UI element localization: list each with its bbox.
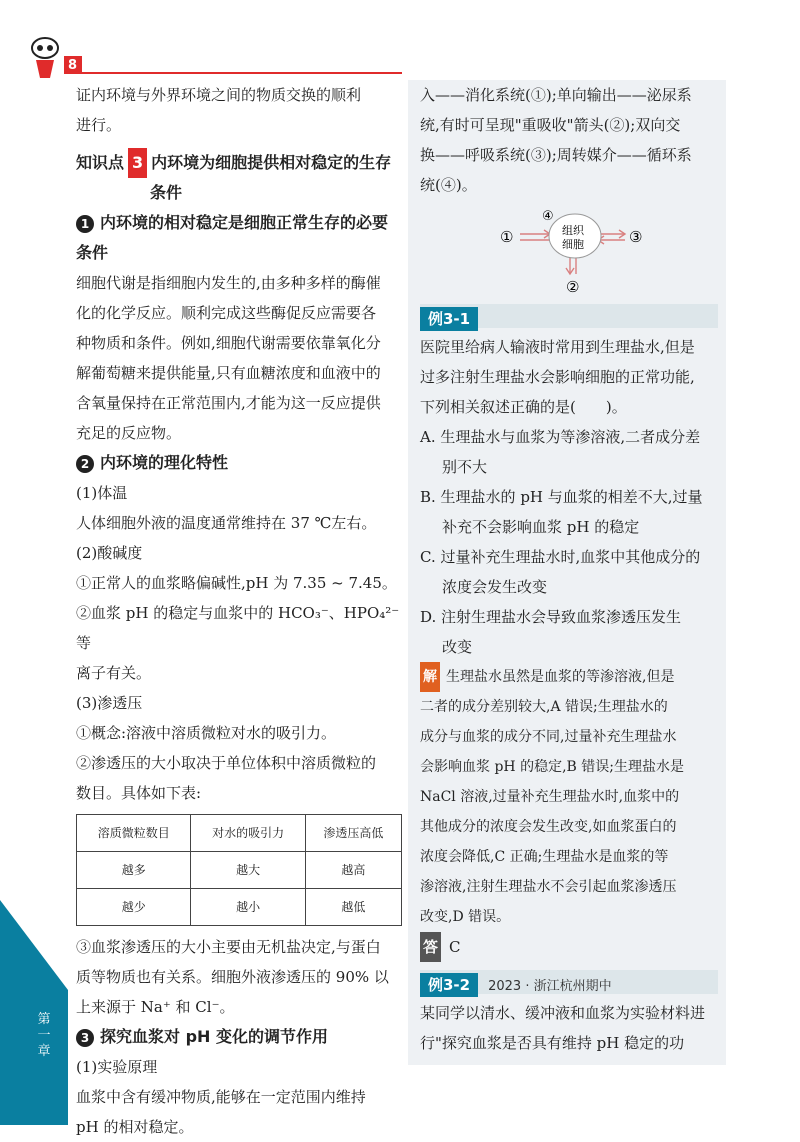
body-line: 解葡萄糖来提供能量,只有血糖浓度和血液中的 [76, 364, 381, 382]
solution-text: 生理盐水虽然是血浆的等渗溶液,但是 [446, 669, 675, 685]
header-rule [82, 72, 402, 74]
diagram-center-line2: 细胞 [562, 238, 584, 251]
section3-heading [76, 1022, 402, 1052]
body-line: 统,有时可呈现"重吸收"箭头(②);双向交 [420, 116, 681, 134]
example-source: 2023 · 浙江杭州期中 [488, 979, 612, 994]
solution-line: 会影响血浆 pH 的稳定,B 错误;生理盐水是 [420, 759, 684, 775]
subheading-osmotic: (3)渗透压 [76, 694, 143, 712]
solution-line [420, 662, 718, 692]
section1-heading [76, 208, 402, 238]
option-c: C. 过量补充生理盐水时,血浆中其他成分的 [420, 548, 701, 566]
question-line: 行"探究血浆是否具有维持 pH 稳定的功 [420, 1034, 685, 1052]
table-cell: 越高 [305, 852, 401, 889]
question-line: 过多注射生理盐水会影响细胞的正常功能, [420, 368, 695, 386]
example-label: 例3-1 [420, 307, 478, 331]
body-line: ①概念:溶液中溶质微粒对水的吸引力。 [76, 724, 337, 742]
table-row [77, 852, 402, 889]
kp-label: 知识点 [76, 153, 125, 172]
section1-title: 内环境的相对稳定是细胞正常生存的必要 [100, 213, 389, 232]
section1-title-cont: 条件 [76, 243, 109, 262]
table-header-row [77, 815, 402, 852]
section2-number: 2 [76, 455, 94, 473]
body-line: 数目。具体如下表: [76, 784, 202, 802]
option-a-cont: 别不大 [442, 458, 488, 476]
mascot-icon [28, 36, 62, 80]
body-line: 上来源于 Na⁺ 和 Cl⁻。 [76, 998, 235, 1016]
diagram-node-2: ② [566, 278, 580, 296]
body-line: 血浆中含有缓冲物质,能够在一定范围内维持 [76, 1088, 366, 1106]
answer-label: 答 [420, 932, 441, 962]
table-header: 渗透压高低 [305, 815, 401, 852]
body-line: 充足的反应物。 [76, 424, 182, 442]
table-cell: 越大 [191, 852, 305, 889]
table-cell: 越低 [305, 889, 401, 926]
right-column [420, 80, 718, 1058]
solution-line: 改变,D 错误。 [420, 909, 511, 925]
option-d-cont: 改变 [442, 638, 473, 656]
section2-heading [76, 448, 402, 478]
table-row [77, 889, 402, 926]
section1-number: 1 [76, 215, 94, 233]
example-bar [420, 304, 718, 328]
question-line: 下列相关叙述正确的是( )。 [420, 398, 627, 416]
diagram-node-3: ③ [629, 228, 643, 246]
solution-label: 解 [420, 662, 440, 692]
body-line: ①正常人的血浆略偏碱性,pH 为 7.35 ~ 7.45。 [76, 574, 397, 592]
page-number: 8 [68, 58, 78, 73]
body-line: 换——呼吸系统(③);周转媒介——循环系 [420, 146, 692, 164]
option-a: A. 生理盐水与血浆为等渗溶液,二者成分差 [420, 428, 701, 446]
body-line: 离子有关。 [76, 664, 152, 682]
diagram-node-1: ① [500, 228, 514, 246]
knowledge-point-heading [76, 148, 402, 178]
solution-line: 其他成分的浓度会发生改变,如血浆蛋白的 [420, 819, 677, 835]
body-line: 化的化学反应。顺利完成这些酶促反应需要各 [76, 304, 377, 322]
section3-title: 探究血浆对 pH 变化的调节作用 [100, 1027, 328, 1046]
option-b: B. 生理盐水的 pH 与血浆的相差不大,过量 [420, 488, 703, 506]
solution-line: 渗溶液,注射生理盐水不会引起血浆渗透压 [420, 879, 677, 895]
body-line: 统(④)。 [420, 176, 477, 194]
chapter-label: 第一章 [37, 1012, 51, 1059]
answer-value: C [449, 938, 461, 956]
table-header: 溶质微粒数目 [77, 815, 191, 852]
intro-line: 进行。 [76, 116, 122, 134]
diagram-center-line1: 组织 [562, 224, 584, 237]
diagram-node-4: ④ [542, 209, 554, 224]
option-d: D. 注射生理盐水会导致血浆渗透压发生 [420, 608, 682, 626]
table-cell: 越小 [191, 889, 305, 926]
section3-number: 3 [76, 1029, 94, 1047]
body-line: ③血浆渗透压的大小主要由无机盐决定,与蛋白 [76, 938, 381, 956]
intro-line: 证内环境与外界环境之间的物质交换的顺利 [76, 86, 362, 104]
question-line: 医院里给病人输液时常用到生理盐水,但是 [420, 338, 695, 356]
table-cell: 越多 [77, 852, 191, 889]
body-line: 质等物质也有关系。细胞外液渗透压的 90% 以 [76, 968, 389, 986]
exchange-diagram [420, 206, 718, 296]
table-header: 对水的吸引力 [191, 815, 305, 852]
body-line: ②渗透压的大小取决于单位体积中溶质微粒的 [76, 754, 377, 772]
solution-line: 浓度会降低,C 正确;生理盐水是血浆的等 [420, 849, 669, 865]
solution-line: 二者的成分差别较大,A 错误;生理盐水的 [420, 699, 668, 715]
body-line: 人体细胞外液的温度通常维持在 37 ℃左右。 [76, 514, 377, 532]
option-b-cont: 补充不会影响血浆 pH 的稳定 [442, 518, 640, 536]
osmotic-table [76, 814, 402, 926]
body-line: 细胞代谢是指细胞内发生的,由多种多样的酶催 [76, 274, 381, 292]
question-line: 某同学以清水、缓冲液和血浆为实验材料进 [420, 1004, 706, 1022]
solution-line: NaCl 溶液,过量补充生理盐水时,血浆中的 [420, 789, 680, 805]
kp-title-cont: 条件 [150, 183, 183, 202]
kp-title: 内环境为细胞提供相对稳定的生存 [151, 153, 392, 172]
body-line: 入——消化系统(①);单向输出——泌尿系 [420, 86, 692, 104]
subheading-principle: (1)实验原理 [76, 1058, 158, 1076]
example-label: 例3-2 [420, 973, 478, 997]
solution-line: 成分与血浆的成分不同,过量补充生理盐水 [420, 729, 677, 745]
table-cell: 越少 [77, 889, 191, 926]
body-line: pH 的相对稳定。 [76, 1118, 194, 1136]
section2-title: 内环境的理化特性 [100, 453, 229, 472]
example-bar [420, 970, 718, 994]
option-c-cont: 浓度会发生改变 [442, 578, 548, 596]
body-line: 含氧量保持在正常范围内,才能为这一反应提供 [76, 394, 381, 412]
answer-line [420, 932, 718, 962]
subheading-ph: (2)酸碱度 [76, 544, 143, 562]
body-line: 种物质和条件。例如,细胞代谢需要依靠氧化分 [76, 334, 381, 352]
kp-number: 3 [128, 148, 147, 178]
subheading-temp: (1)体温 [76, 484, 128, 502]
left-column [76, 80, 402, 1142]
body-line: ②血浆 pH 的稳定与血浆中的 HCO₃⁻、HPO₄²⁻ 等 [76, 604, 400, 652]
